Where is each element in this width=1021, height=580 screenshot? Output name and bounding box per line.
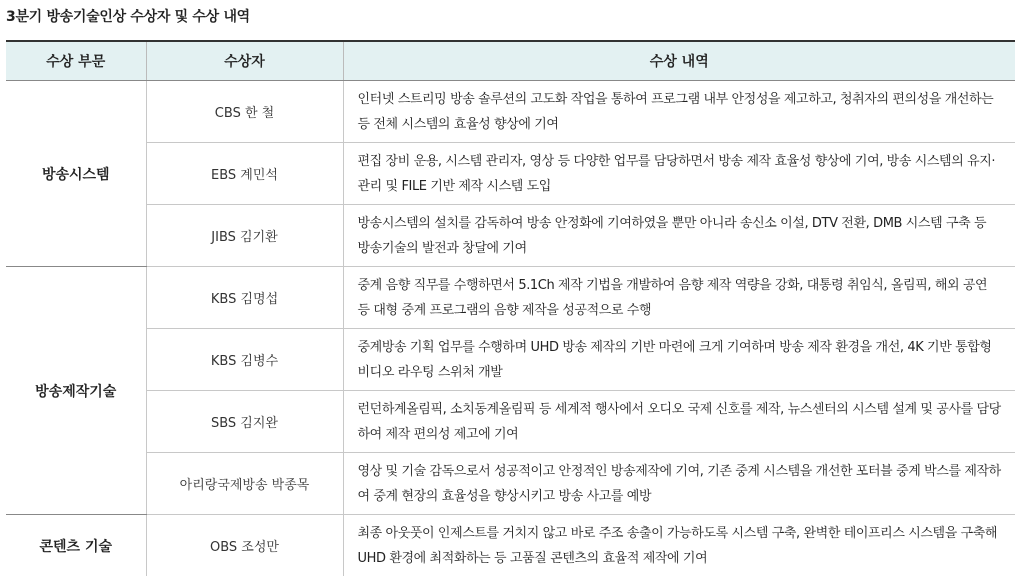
details-cell: 인터넷 스트리밍 방송 솔루션의 고도화 작업을 통하여 프로그램 내부 안정성을 제고하고, 청취자의 편의성을 개선하는 등 전체 시스템의 효율성 향상에 기여 xyxy=(343,81,1015,143)
table-row xyxy=(6,329,1015,391)
winner-cell: OBS 조성만 xyxy=(146,515,343,577)
winner-cell: EBS 계민석 xyxy=(146,143,343,205)
page-title: 3분기 방송기술인상 수상자 및 수상 내역 xyxy=(6,9,250,25)
details-cell: 런던하계올림픽, 소치동계올림픽 등 세계적 행사에서 오디오 국제 신호를 제작, 뉴스센터의 시스템 설계 및 공사를 담당하여 제작 편의성 제고에 기여 xyxy=(343,391,1015,453)
table-header-row xyxy=(6,41,1015,81)
header-details: 수상 내역 xyxy=(343,41,1015,81)
table-row xyxy=(6,205,1015,267)
awards-table xyxy=(6,40,1015,576)
table-row xyxy=(6,81,1015,143)
table-row xyxy=(6,143,1015,205)
winner-cell: 아리랑국제방송 박종목 xyxy=(146,453,343,515)
details-cell: 중계방송 기획 업무를 수행하며 UHD 방송 제작의 기반 마련에 크게 기여하며 방송 제작 환경을 개선, 4K 기반 통합형 비디오 라우팅 스위처 개발 xyxy=(343,329,1015,391)
category-cell: 방송제작기술 xyxy=(6,267,146,515)
details-cell: 편집 장비 운용, 시스템 관리자, 영상 등 다양한 업무를 담당하면서 방송 제작 효율성 향상에 기여, 방송 시스템의 유지·관리 및 FILE 기반 제작 시스템 도입 xyxy=(343,143,1015,205)
details-cell: 영상 및 기술 감독으로서 성공적이고 안정적인 방송제작에 기여, 기존 중계 시스템을 개선한 포터블 중계 박스를 제작하여 중계 현장의 효율성을 향상시키고 방송 사고를 예방 xyxy=(343,453,1015,515)
category-cell: 방송시스템 xyxy=(6,81,146,267)
table-row xyxy=(6,453,1015,515)
details-cell: 방송시스템의 설치를 감독하여 방송 안정화에 기여하였을 뿐만 아니라 송신소 이설, DTV 전환, DMB 시스템 구축 등 방송기술의 발전과 창달에 기여 xyxy=(343,205,1015,267)
header-winner: 수상자 xyxy=(146,41,343,81)
winner-cell: JIBS 김기환 xyxy=(146,205,343,267)
table-row xyxy=(6,267,1015,329)
details-cell: 최종 아웃풋이 인제스트를 거치지 않고 바로 주조 송출이 가능하도록 시스템 구축, 완벽한 테이프리스 시스템을 구축해 UHD 환경에 최적화하는 등 고품질 콘텐츠의 효율적 제작에 기여 xyxy=(343,515,1015,577)
winner-cell: CBS 한 철 xyxy=(146,81,343,143)
winner-cell: KBS 김병수 xyxy=(146,329,343,391)
header-category: 수상 부문 xyxy=(6,41,146,81)
category-cell: 콘텐츠 기술 xyxy=(39,538,112,555)
table-row xyxy=(6,391,1015,453)
details-cell: 중계 음향 직무를 수행하면서 5.1Ch 제작 기법을 개발하여 음향 제작 역량을 강화, 대통령 취임식, 올림픽, 해외 공연 등 대형 중계 프로그램의 음향 제작을 성공적으로 수행 xyxy=(343,267,1015,329)
winner-cell: SBS 김지완 xyxy=(146,391,343,453)
table-row xyxy=(6,515,1015,577)
winner-cell: KBS 김명섭 xyxy=(146,267,343,329)
